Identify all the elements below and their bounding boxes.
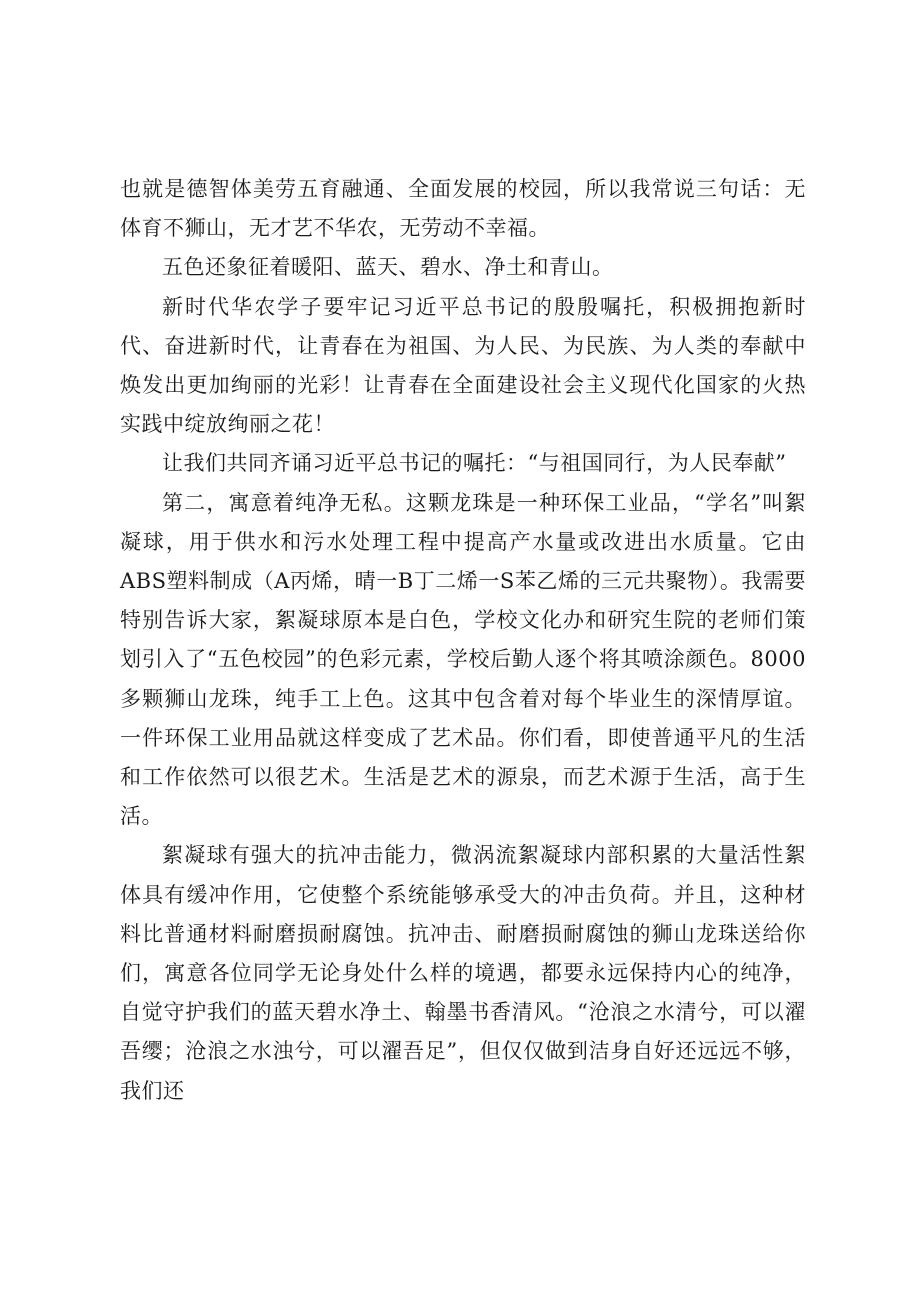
paragraph-3: 新时代华农学子要牢记习近平总书记的殷殷嘱托，积极拥抱新时代、奋进新时代，让青春在为祖国、为人民、为民族、为人类的奉献中焕发出更加绚丽的光彩！让青春在全面建设社会主义现代化国家的火热实践中绽放绚丽之花！ [120,294,806,437]
paragraph-6: 絮凝球有强大的抗冲击能力，微涡流絮凝球内部积累的大量活性絮体具有缓冲作用，它使整个系统能够承受大的冲击负荷。并且，这种材料比普通材料耐磨损耐腐蚀。抗冲击、耐磨损耐腐蚀的狮山龙珠送给你们，寓意各位同学无论身处什么样的境遇，都要永远保持内心的纯净，自觉守护我们的蓝天碧水净土、翰墨书香清风。“沧浪之水清兮，可以濯吾缨；沧浪之水浊兮，可以濯吾足”，但仅仅做到洁身自好还远远不够，我们还 [120,843,806,1103]
body-text [120,170,806,1111]
paragraph-1: 也就是德智体美劳五育融通、全面发展的校园，所以我常说三句话：无体育不狮山，无才艺不华农，无劳动不幸福。 [120,177,806,241]
paragraph-5: 第二，寓意着纯净无私。这颗龙珠是一种环保工业品，“学名”叫絮凝球，用于供水和污水处理工程中提高产水量或改进出水质量。它由ABS塑料制成（A丙烯，晴一B丁二烯一S苯乙烯的三元共聚物）。我需要特别告诉大家，絮凝球原本是白色，学校文化办和研究生院的老师们策划引入了“五色校园”的色彩元素，学校后勤人逐个将其喷涂颜色。8000多颗狮山龙珠，纯手工上色。这其中包含着对每个毕业生的深情厚谊。一件环保工业用品就这样变成了艺术品。你们看，即使普通平凡的生活和工作依然可以很艺术。生活是艺术的源泉，而艺术源于生活，高于生活。 [120,490,806,829]
paragraph-4: 让我们共同齐诵习近平总书记的嘱托：“与祖国同行，为人民奉献” [162,451,787,476]
paragraph-2: 五色还象征着暖阳、蓝天、碧水、净土和青山。 [162,255,614,280]
